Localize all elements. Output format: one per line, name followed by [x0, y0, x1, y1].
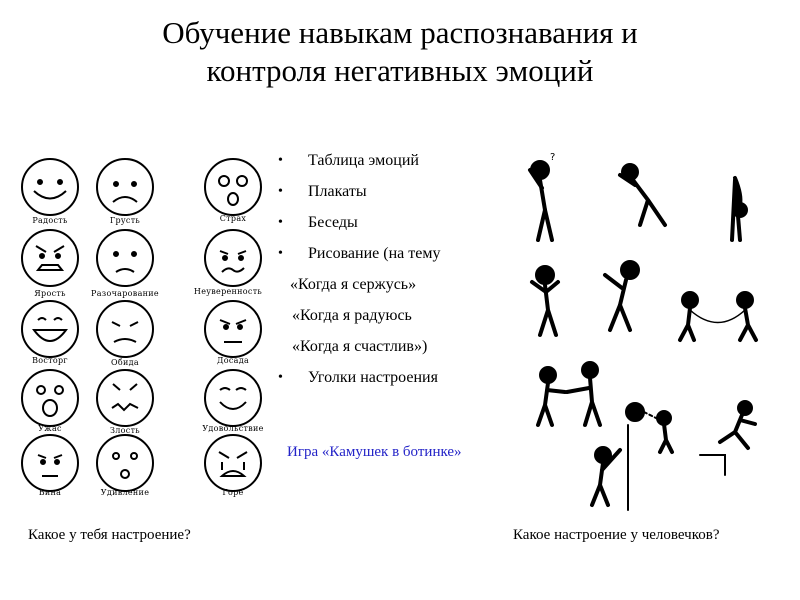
bullet-text: «Когда я сержусь» — [290, 276, 417, 293]
bullet-marker: • — [278, 370, 283, 385]
face-label: Горе — [222, 488, 244, 497]
bullet-text: «Когда я радуюсь — [292, 307, 412, 324]
bullet-text: Беседы — [308, 214, 358, 231]
ball-figure-icon — [627, 404, 672, 452]
bullet-text: «Когда я счастлив») — [292, 338, 428, 355]
game-title: Игра «Камушек в ботинке» — [287, 444, 462, 460]
running-figure-icon — [720, 402, 755, 448]
face-label: Злость — [110, 426, 140, 435]
bullet-marker: • — [278, 153, 283, 168]
face-label: Радость — [32, 216, 68, 225]
bullet-text: Рисование (на тему — [308, 245, 441, 262]
face-label: Восторг — [32, 356, 68, 365]
shouting-figure-icon — [605, 262, 638, 330]
handshake-figures-icon — [538, 363, 600, 425]
bullet-marker: • — [278, 184, 283, 199]
face-label: Грусть — [109, 216, 141, 225]
svg-text:?: ? — [550, 152, 556, 163]
bullet-marker: • — [278, 246, 283, 261]
sad-bowed-figure-icon — [732, 178, 746, 240]
bullet-text: Таблица эмоций — [308, 152, 419, 169]
face-label: Удовольствие — [202, 424, 264, 433]
face-label: Удивление — [100, 488, 150, 497]
face-label: Вина — [38, 488, 62, 497]
bullet-text: Плакаты — [308, 183, 367, 200]
title-line-2: контроля негативных эмоций — [206, 53, 594, 88]
climbing-figure-icon — [592, 425, 725, 510]
face-label: Страх — [219, 214, 247, 223]
angry-figure-icon — [532, 267, 558, 335]
face-label: Ужас — [38, 424, 62, 433]
face-label: Досада — [216, 356, 250, 365]
tired-figure-icon — [620, 165, 665, 225]
question-left: Какое у тебя настроение? — [28, 527, 191, 543]
bullet-text: Уголки настроения — [308, 369, 438, 386]
jumping-rope-figures-icon — [680, 293, 756, 340]
face-label: Обида — [111, 358, 139, 367]
face-label: Ярость — [34, 289, 66, 298]
bullet-marker: • — [278, 215, 283, 230]
thinking-figure-icon — [530, 152, 555, 240]
face-label: Неуверенность — [193, 287, 263, 296]
title-line-1: Обучение навыкам распознавания и — [162, 15, 638, 50]
face-label: Разочарование — [91, 289, 159, 298]
question-right: Какое настроение у человечков? — [513, 527, 720, 543]
